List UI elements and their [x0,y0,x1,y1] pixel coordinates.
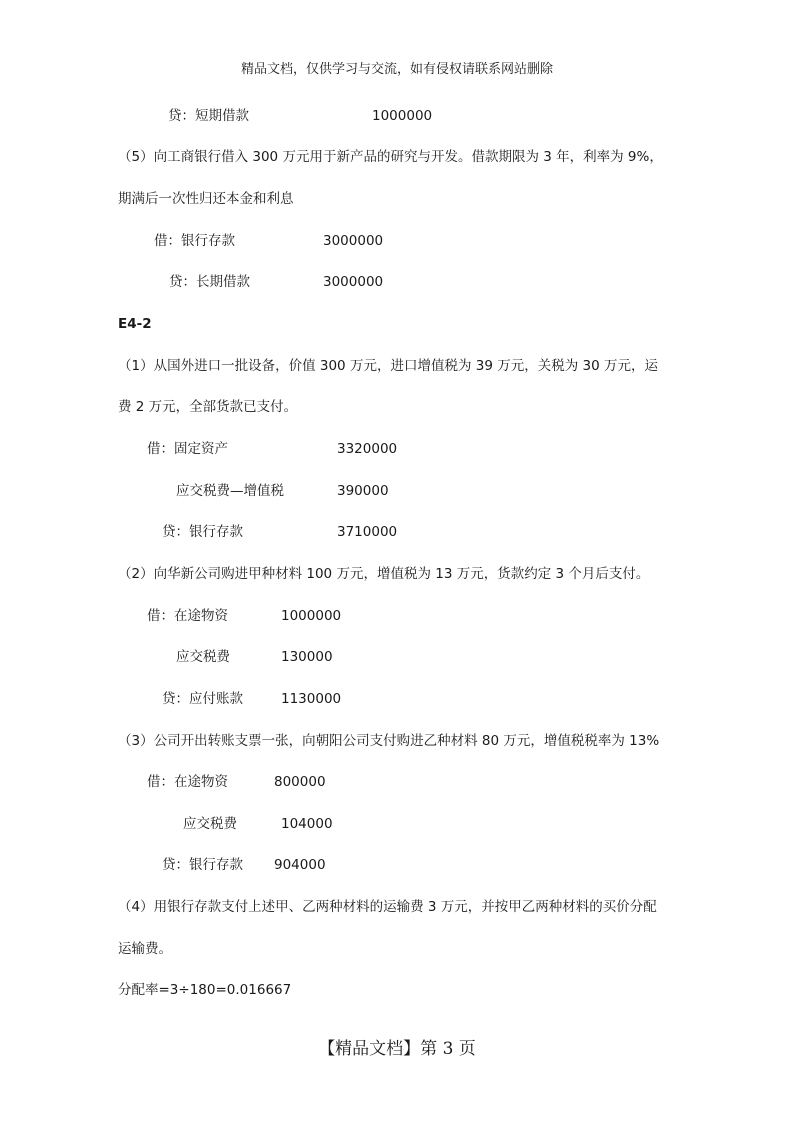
entry-label: 应交税费 [176,649,230,665]
entry-amount: 1000000 [372,108,433,124]
entry-label: 贷：长期借款 [169,274,250,290]
paragraph-line: （2）向华新公司购进甲种材料 100 万元，增值税为 13 万元，货款约定 3 个月后支付。 [118,566,650,582]
paragraph-line: 费 2 万元，全部货款已支付。 [118,399,298,415]
entry-amount: 800000 [274,774,326,790]
entry-amount: 130000 [281,649,333,665]
page-header: 精品文档，仅供学习与交流，如有侵权请联系网站删除 [240,62,553,77]
paragraph-line: （1）从国外进口一批设备，价值 300 万元，进口增值税为 39 万元，关税为 30 万元，运 [118,358,658,374]
page-footer: 【精品文档】第 3 页 [318,1039,476,1059]
entry-label: 借：在途物资 [147,774,228,790]
entry-label: 贷：应付账款 [162,691,243,707]
entry-amount: 1000000 [281,608,342,624]
entry-label: 借：在途物资 [147,608,228,624]
entry-label: 借：固定资产 [147,441,228,457]
entry-amount: 104000 [281,816,333,832]
entry-label: 贷：短期借款 [168,108,249,124]
entry-amount: 904000 [274,857,326,873]
entry-label: 应交税费 [183,816,237,832]
paragraph-line: （4）用银行存款支付上述甲、乙两种材料的运输费 3 万元，并按甲乙两种材料的买价分配 [118,899,657,915]
entry-amount: 1130000 [281,691,342,707]
entry-label: 贷：银行存款 [162,524,243,540]
entry-amount: 390000 [337,483,389,499]
entry-label: 应交税费—增值税 [176,483,284,499]
entry-amount: 3000000 [323,274,384,290]
paragraph-line: 期满后一次性归还本金和利息 [118,191,294,207]
entry-label: 贷：银行存款 [162,857,243,873]
section-heading: E4-2 [118,316,152,332]
paragraph-line: （5）向工商银行借入 300 万元用于新产品的研究与开发。借款期限为 3 年，利率为 9%， [118,149,663,165]
entry-amount: 3320000 [337,441,398,457]
formula-line: 分配率=3÷180=0.016667 [118,982,292,998]
entry-amount: 3710000 [337,524,398,540]
entry-label: 借：银行存款 [154,233,235,249]
paragraph-line: （3）公司开出转账支票一张，向朝阳公司支付购进乙种材料 80 万元，增值税税率为 13% [118,733,660,749]
entry-amount: 3000000 [323,233,384,249]
paragraph-line: 运输费。 [118,941,172,957]
